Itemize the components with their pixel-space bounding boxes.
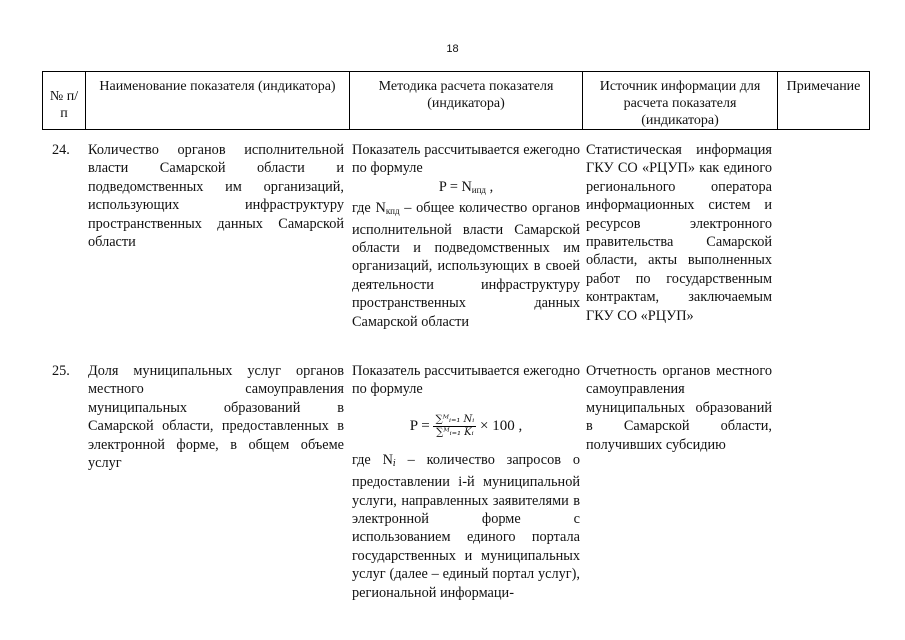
header-col-number: № п/п	[43, 72, 86, 130]
table-header	[42, 71, 870, 130]
header-col-source: Источник информации для расчета показателя (индикатора)	[583, 72, 778, 130]
row-24-method	[352, 141, 580, 331]
header-col-name: Наименование показателя (индикатора)	[86, 72, 350, 130]
row-25-name: Доля муниципальных услуг органов местного самоуправления муниципальных образований в Самарской области, предоставленных в электронной форме, в общем объеме услуг	[88, 363, 344, 472]
header-col-note: Примечание	[778, 72, 870, 130]
row-24-formula: $P = N_{ипд}$ ,	[438, 178, 494, 195]
row-24-name: Количество органов исполнительной власти Самарской области и подведомственных им организаций, использующих инфраструктуру пространственных данных Самарской области	[88, 142, 344, 251]
row-25-formula-fraction: $\frac{\text{∑ᴹᵢ₌₁ Nᵢ}}{\text{∑ᴹᵢ₌₁ Kᵢ}}$	[435, 413, 475, 438]
header-col-method: Методика расчета показателя (индикатора)	[350, 72, 583, 130]
row-24-method-intro: Показатель рассчитывается ежегодно по формуле	[352, 142, 580, 177]
row-25-number: 25.	[52, 363, 70, 379]
row-24-number: 24.	[52, 142, 70, 158]
row-25-method	[352, 362, 580, 602]
row-24-source: Статистическая информация ГКУ СО «РЦУП» как единого регионального оператора информационных систем и ресурсов электронного правительства Самарской области, акты выполненных работ по государственным контрактам, заключаемым ГКУ СО «РЦУП»	[586, 142, 772, 324]
row-25-source: Отчетность органов местного самоуправления муниципальных образований в Самарской области, получивших субсидию	[586, 363, 772, 453]
row-24-where: где $N_{кпд}$ – общее количество органов исполнительной власти Самарской области и подведомственных им организаций, использующих в своей деятельности инфраструктуру пространственных данных Самарской области	[352, 200, 580, 330]
page-number: 18	[446, 43, 459, 55]
row-25-method-intro: Показатель рассчитывается ежегодно по формуле	[352, 363, 580, 398]
row-25-formula: P = $\frac{\text{∑ᴹᵢ₌₁ Nᵢ}}{\text{∑ᴹᵢ₌₁ Kᵢ}}$ × 100 ,	[409, 413, 523, 438]
row-25-where: где $N_i$ – количество запросов о предоставлении i-й муниципальной услуги, направленных заявителями в электронной форме с использованием единого портала государственных и муниципальных услуг (далее – единый портал услуг), региональной информаци-	[352, 451, 580, 601]
